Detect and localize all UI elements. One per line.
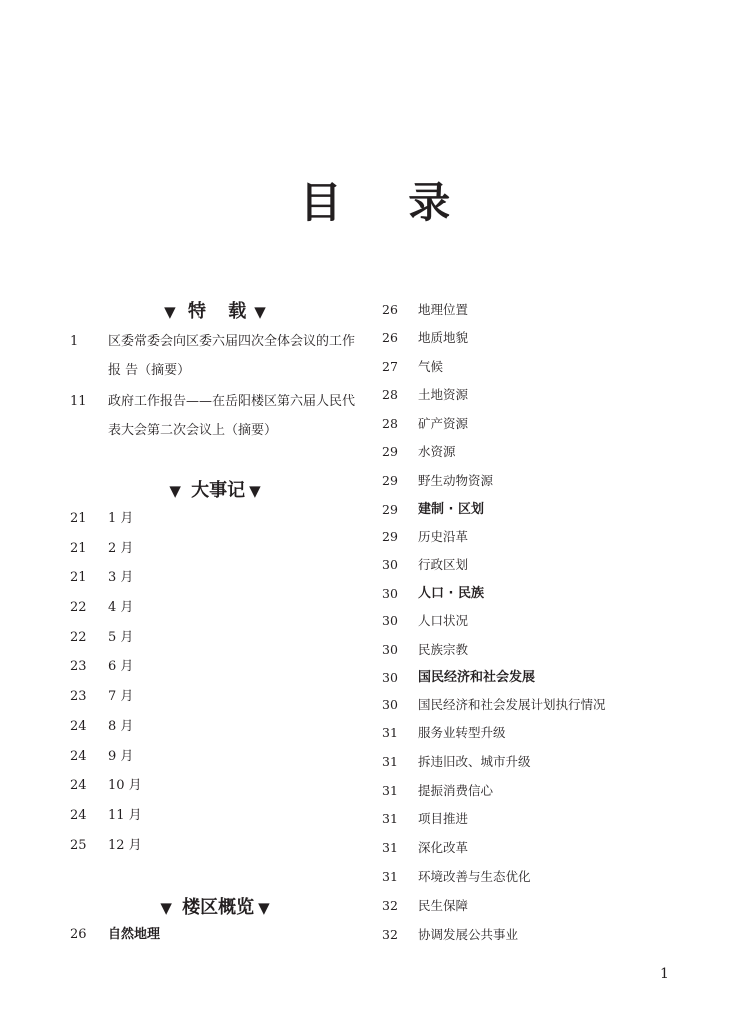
page-title: 目 录 [299,178,477,227]
toc-page-number: 21 [70,541,87,556]
section-heading-events[interactable] [70,479,360,503]
toc-page-number: 22 [70,600,87,615]
toc-page-number: 32 [382,898,398,913]
toc-entry-text: 自然地理 [108,927,161,942]
toc-page-number: 31 [382,783,398,798]
toc-page-number: 31 [382,840,398,855]
section-title: 特 载 [188,301,255,322]
toc-entry-text: 8 月 [108,719,134,734]
toc-page-number: 30 [382,557,398,572]
toc-page-number: 30 [382,697,398,712]
toc-entry-text: 历史沿革 [418,529,469,544]
toc-page-number: 24 [70,778,87,793]
toc-entry-text: 矿产资源 [418,416,469,431]
down-triangle-icon: ▼ [160,899,172,917]
toc-entry-text: 人口状况 [418,613,469,628]
toc-entry-text: 环境改善与生态优化 [418,869,531,884]
toc-page-number: 23 [70,659,87,674]
toc-entry-text: 深化改革 [418,840,469,855]
down-triangle-icon: ▼ [169,482,181,500]
section-heading-special[interactable] [70,300,360,324]
section-title: 大事记 [191,480,246,501]
toc-entry-text: 1 月 [108,511,134,526]
toc-entry-text: 气候 [418,359,444,374]
toc-entry-text: 4 月 [108,600,134,615]
toc-entry-text: 行政区划 [418,557,469,572]
toc-entry-text: 国民经济和社会发展 [418,670,536,685]
toc-page-number: 24 [70,749,87,764]
toc-entry-text: 地质地貌 [418,330,469,345]
toc-entry-text: 10 月 [108,778,142,793]
toc-entry-text: 项目推进 [418,811,469,826]
page-number: 1 [660,966,669,982]
toc-entry-text: 11 月 [108,808,142,823]
toc-entry-text: 地理位置 [418,302,469,317]
toc-page-number: 30 [382,670,398,685]
section-title: 楼区概览 [182,897,255,918]
toc-entry-text: 服务业转型升级 [418,725,506,740]
toc-page-number: 23 [70,689,87,704]
toc-page-number: 29 [382,502,398,517]
toc-entry-text: 7 月 [108,689,134,704]
down-triangle-icon: ▼ [254,303,266,321]
toc-entry-text: 国民经济和社会发展计划执行情况 [418,697,606,712]
down-triangle-icon: ▼ [258,899,270,917]
toc-entry-text: 土地资源 [418,387,469,402]
toc-entry-text: 水资源 [418,444,456,459]
toc-page-number: 22 [70,630,87,645]
toc-page-number: 31 [382,754,398,769]
toc-entry-text: 民族宗教 [418,642,469,657]
section-heading-overview[interactable] [70,896,360,920]
toc-page-number: 31 [382,811,398,826]
toc-page-number: 25 [70,838,87,853]
toc-entry-text: 协调发展公共事业 [418,927,519,942]
toc-entry-text: 提振消费信心 [418,783,494,798]
toc-page-number: 31 [382,725,398,740]
toc-entry-text: 野生动物资源 [418,473,494,488]
toc-page-number: 26 [382,302,398,317]
toc-page-number: 32 [382,927,398,942]
down-triangle-icon: ▼ [249,482,261,500]
toc-page-number: 26 [382,330,398,345]
toc-entry-text: 政府工作报告——在岳阳楼区第六届人民代表大会第二次会议上（摘要） [108,394,356,438]
toc-entry-text: 人口 · 民族 [418,586,484,601]
toc-page-number: 1 [70,334,79,349]
toc-entry-text: 3 月 [108,570,134,585]
toc-page-number: 27 [382,359,398,374]
toc-page-number: 21 [70,570,87,585]
toc-page-number: 26 [70,927,87,942]
toc-entry-text: 建制 · 区划 [418,502,484,517]
down-triangle-icon: ▼ [164,303,176,321]
toc-entry-text: 拆违旧改、城市升级 [418,754,531,769]
toc-page-number: 29 [382,529,398,544]
toc-page-number: 24 [70,719,87,734]
toc-page-number: 29 [382,473,398,488]
toc-page-number: 29 [382,444,398,459]
toc-page-number: 28 [382,387,398,402]
toc-entry-text: 6 月 [108,659,134,674]
toc-page-number: 28 [382,416,398,431]
toc-entry-text: 民生保障 [418,898,469,913]
toc-entry-text: 12 月 [108,838,142,853]
toc-page-number: 11 [70,394,87,409]
toc-page-number: 30 [382,613,398,628]
toc-page-number: 30 [382,586,398,601]
toc-entry-text: 2 月 [108,541,134,556]
toc-page-number: 30 [382,642,398,657]
toc-entry-text: 5 月 [108,630,134,645]
toc-entry-text: 区委常委会向区委六届四次全体会议的工作 报 告（摘要） [108,334,356,378]
toc-page-number: 31 [382,869,398,884]
toc-page-number: 24 [70,808,87,823]
toc-entry-text: 9 月 [108,749,134,764]
toc-page-number: 21 [70,511,87,526]
